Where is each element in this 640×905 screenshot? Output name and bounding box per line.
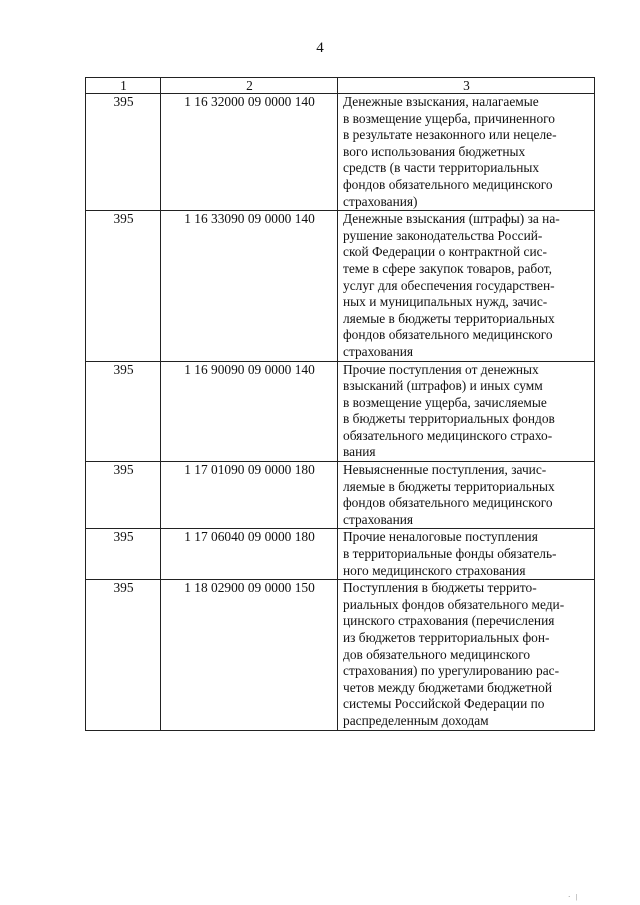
admin-code-cell: 395 [86, 529, 161, 580]
description-line: четов между бюджетами бюджетной [343, 679, 553, 695]
description-line: в возмещение ущерба, причиненного [343, 110, 556, 126]
description-line: услуг для обеспечения государствен- [343, 277, 555, 293]
description-line: Прочие поступления от денежных [343, 361, 539, 377]
description-line: системы Российской Федерации по [343, 696, 545, 712]
description-line: страхования) по урегулированию рас- [343, 663, 560, 679]
description-line: из бюджетов территориальных фон- [343, 630, 550, 645]
description-line: в результате незаконного или нецеле- [343, 127, 557, 143]
table-row [86, 462, 595, 529]
description-line: страхования [343, 343, 414, 359]
column-header-1: 1 [86, 78, 161, 94]
admin-code-cell: 395 [86, 94, 161, 211]
budget-code-cell: 1 18 02900 09 0000 150 [161, 580, 338, 730]
footer-scan-mark: · | [568, 893, 580, 901]
budget-code-cell: 1 16 33090 09 0000 140 [161, 211, 338, 361]
description-line: рушение законодательства Россий- [343, 227, 543, 243]
description-line: теме в сфере закупок товаров, работ, [343, 260, 552, 276]
description-line: фондов обязательного медицинского [343, 176, 553, 192]
admin-code-cell: 395 [86, 580, 161, 730]
column-header-3: 3 [338, 78, 595, 94]
revenue-description-cell [338, 580, 595, 730]
column-header-2: 2 [161, 78, 338, 94]
admin-code-cell: 395 [86, 361, 161, 462]
budget-code-cell: 1 16 90090 09 0000 140 [161, 361, 338, 462]
table-row [86, 529, 595, 580]
table-row [86, 211, 595, 361]
revenue-description-cell [338, 94, 595, 211]
description-line: дов обязательного медицинского [343, 646, 531, 662]
description-line: вания [343, 444, 376, 460]
description-line: Прочие неналоговые поступления [343, 529, 538, 545]
description-line: Денежные взыскания, налагаемые [343, 94, 539, 109]
table-header-row [86, 78, 595, 94]
description-line: Поступления в бюджеты террито- [343, 580, 537, 596]
description-line: фондов обязательного медицинского [343, 495, 553, 511]
description-line: ляемые в бюджеты территориальных [343, 478, 555, 494]
description-line: распределенным доходам [343, 712, 489, 728]
description-line: цинского страхования (перечисления [343, 613, 555, 629]
admin-code-cell: 395 [86, 211, 161, 361]
budget-code-cell: 1 16 32000 09 0000 140 [161, 94, 338, 211]
description-line: страхования) [343, 193, 418, 209]
description-line: в бюджеты территориальных фондов [343, 411, 555, 427]
description-line: ных и муниципальных нужд, зачис- [343, 294, 548, 310]
revenue-description-cell [338, 361, 595, 462]
description-line: Невыясненные поступления, зачис- [343, 462, 547, 478]
description-line: в территориальные фонды обязатель- [343, 546, 557, 562]
description-line: обязательного медицинского страхо- [343, 427, 553, 443]
description-line: ской Федерации о контрактной сис- [343, 244, 548, 260]
budget-code-cell: 1 17 01090 09 0000 180 [161, 462, 338, 529]
description-line: Денежные взыскания (штрафы) за на- [343, 211, 560, 227]
description-line: в возмещение ущерба, зачисляемые [343, 394, 547, 410]
description-line: страхования [343, 511, 414, 527]
description-line: ного медицинского страхования [343, 562, 526, 578]
table-row [86, 94, 595, 211]
budget-classification-table [85, 77, 595, 731]
description-line: средств (в части территориальных [343, 160, 540, 176]
page-number: 4 [316, 40, 324, 56]
description-line: риальных фондов обязательного меди- [343, 596, 565, 612]
description-line: вого использования бюджетных [343, 143, 526, 159]
admin-code-cell: 395 [86, 462, 161, 529]
revenue-description-cell [338, 462, 595, 529]
table-body [86, 94, 595, 731]
description-line: ляемые в бюджеты территориальных [343, 310, 555, 326]
description-line: взысканий (штрафов) и иных сумм [343, 378, 543, 394]
budget-code-cell: 1 17 06040 09 0000 180 [161, 529, 338, 580]
table-row [86, 580, 595, 730]
revenue-description-cell [338, 211, 595, 361]
description-line: фондов обязательного медицинского [343, 327, 553, 343]
revenue-description-cell [338, 529, 595, 580]
table-row [86, 361, 595, 462]
